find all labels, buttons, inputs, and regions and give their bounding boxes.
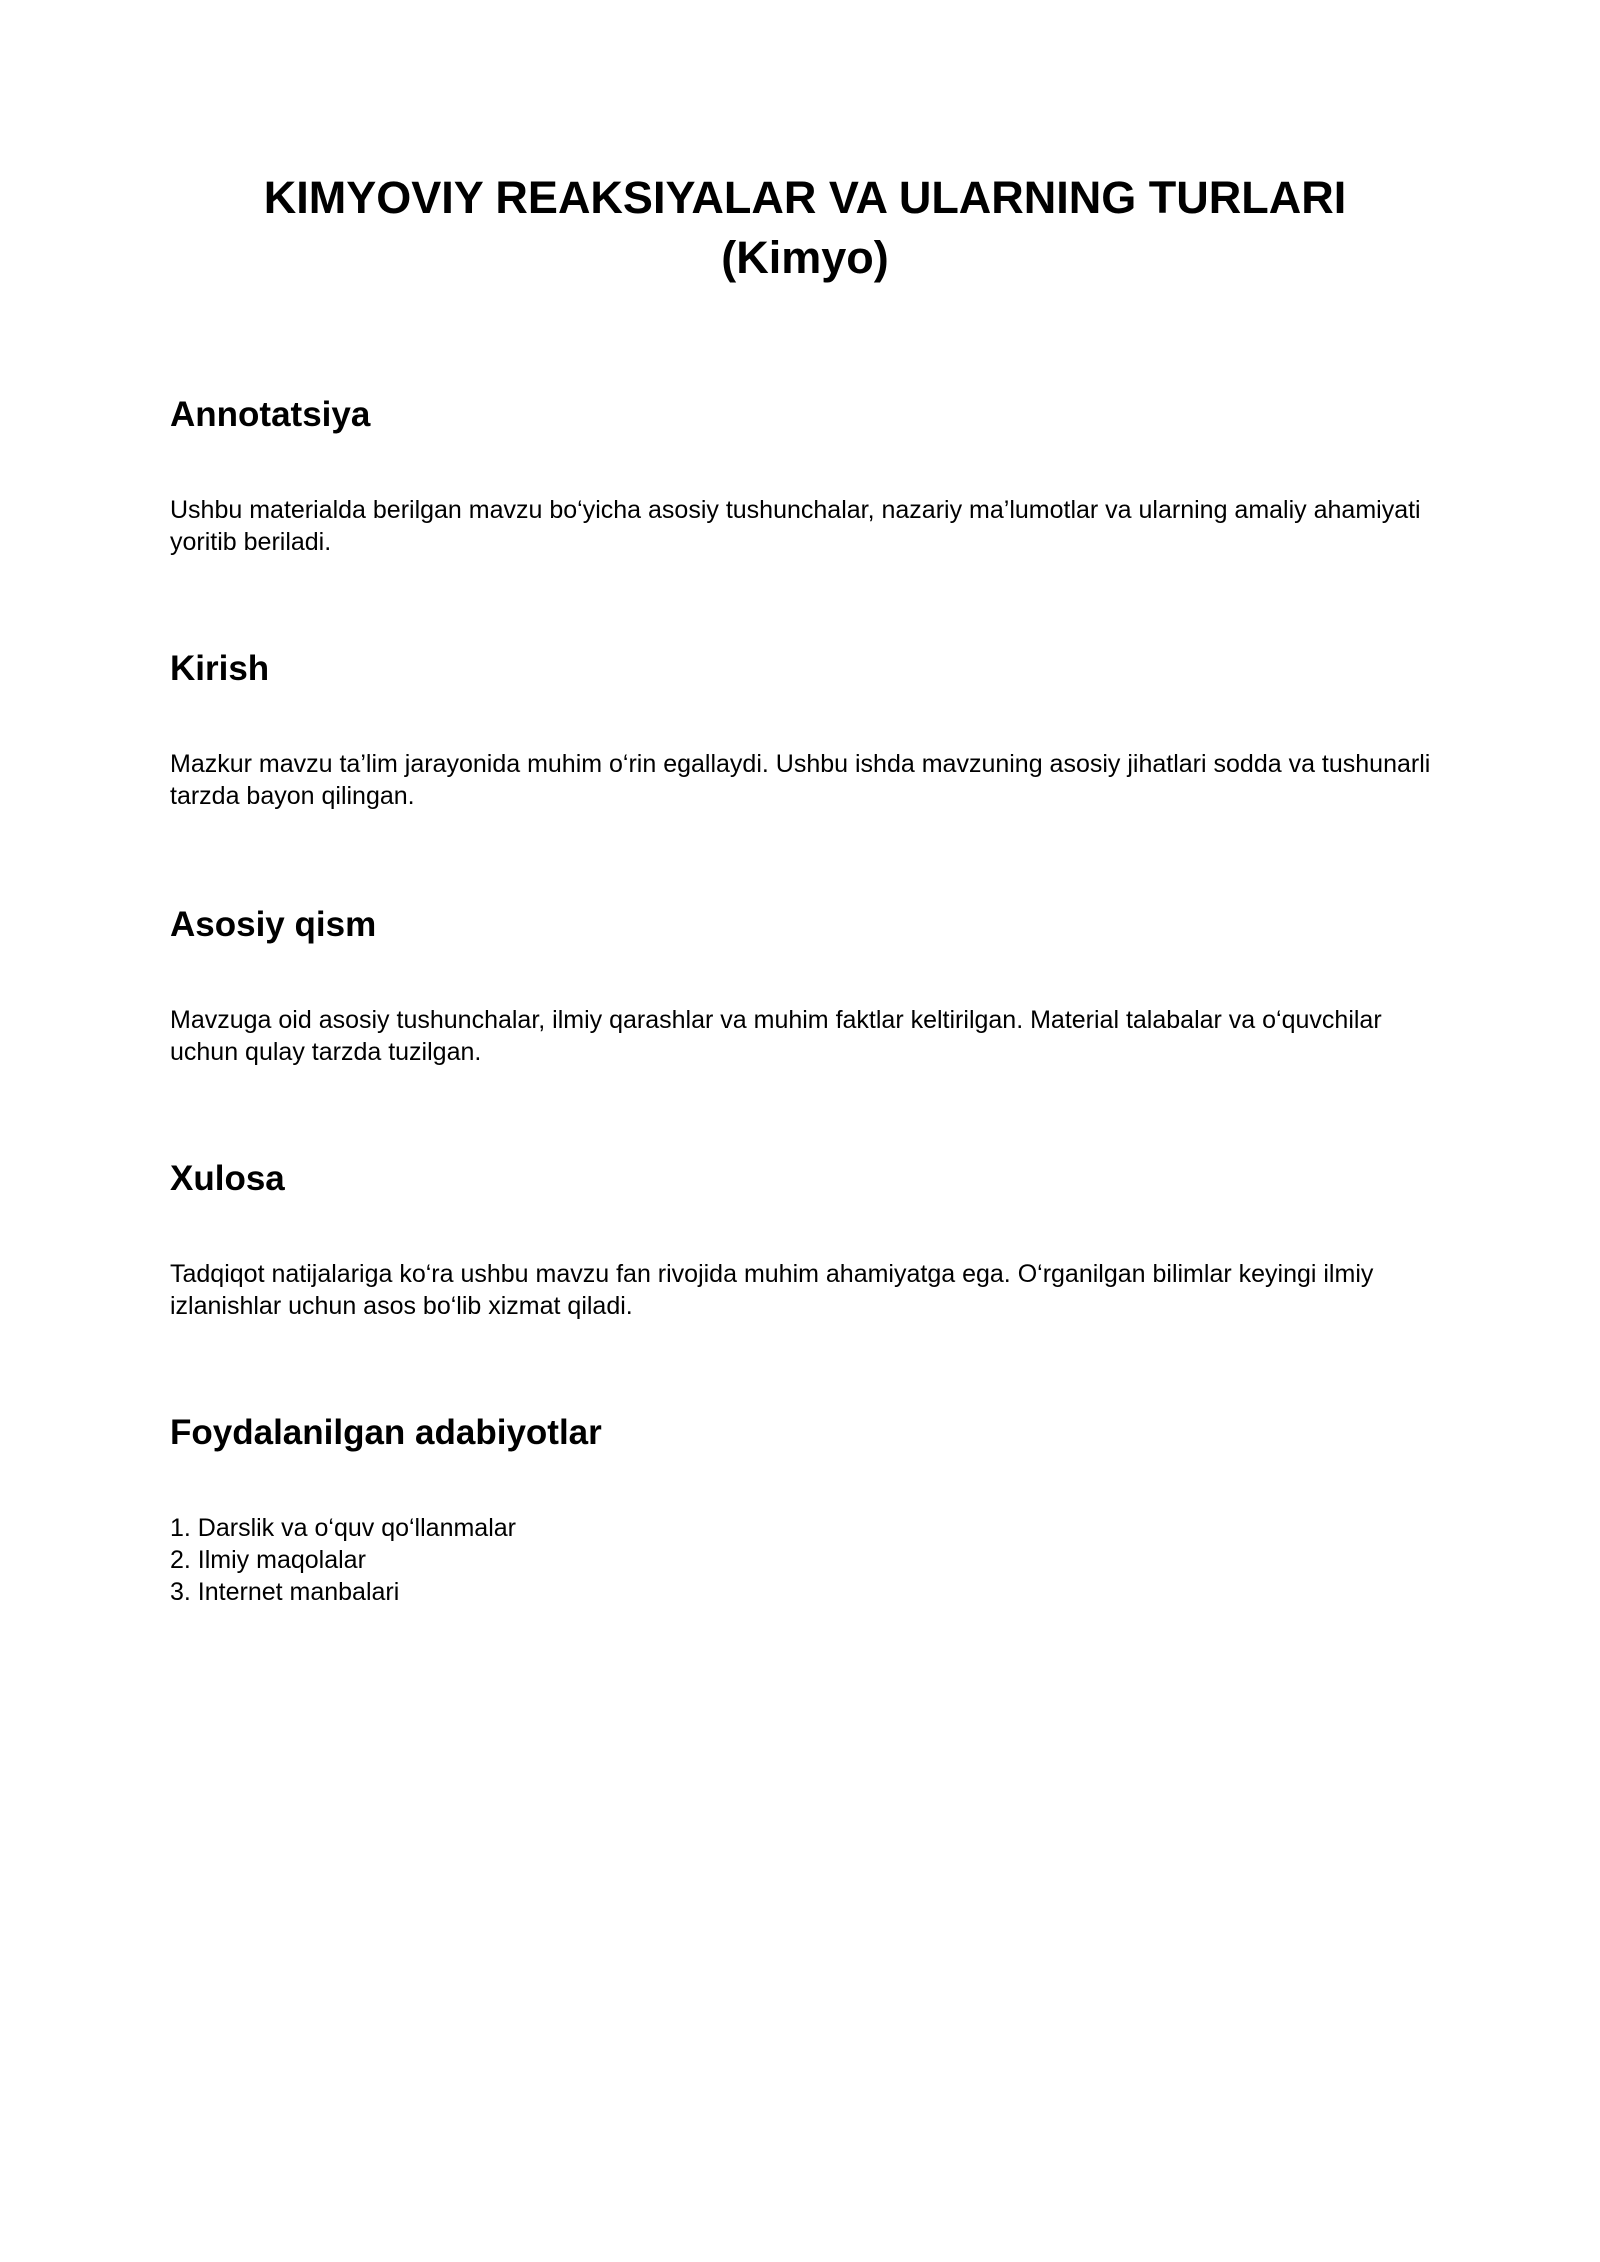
- section-paragraph: Mavzuga oid asosiy tushunchalar, ilmiy qarashlar va muhim faktlar keltirilgan. Material talabalar va o‘quvchilar uchun qulay tarzda tuzilgan.: [170, 1006, 1382, 1066]
- document-title: [170, 168, 1440, 288]
- section-heading: Xulosa: [170, 1159, 285, 1198]
- section-annotatsiya: [170, 394, 1440, 556]
- section-paragraph: Ushbu materialda berilgan mavzu bo‘yicha asosiy tushunchalar, nazariy ma’lumotlar va ularning amaliy ahamiyati yoritib beriladi.: [170, 496, 1421, 556]
- section-heading: Asosiy qism: [170, 905, 377, 944]
- section-paragraph: Tadqiqot natijalariga ko‘ra ushbu mavzu fan rivojida muhim ahamiyatga ega. O‘rganilgan bilimlar keyingi ilmiy izlanishlar uchun asos bo‘lib xizmat qiladi.: [170, 1260, 1374, 1320]
- section-kirish: [170, 648, 1440, 810]
- title-line-1: KIMYOVIY REAKSIYALAR VA ULARNING TURLARI: [263, 172, 1347, 223]
- section-heading: Foydalanilgan adabiyotlar: [170, 1413, 602, 1452]
- reference-item: 2. Ilmiy maqolalar: [170, 1546, 366, 1574]
- section-asosiy-qism: [170, 904, 1440, 1066]
- section-heading: Kirish: [170, 649, 270, 688]
- section-xulosa: [170, 1158, 1440, 1320]
- title-line-2: (Kimyo): [721, 232, 889, 283]
- section-heading: Annotatsiya: [170, 395, 371, 434]
- section-paragraph: Mazkur mavzu ta’lim jarayonida muhim o‘rin egallaydi. Ushbu ishda mavzuning asosiy jihatlari sodda va tushunarli tarzda bayon qilingan.: [170, 750, 1431, 810]
- reference-item: 3. Internet manbalari: [170, 1578, 400, 1606]
- reference-list: [170, 1512, 1440, 1608]
- reference-item: 1. Darslik va o‘quv qo‘llanmalar: [170, 1514, 516, 1542]
- section-references: [170, 1412, 1440, 1606]
